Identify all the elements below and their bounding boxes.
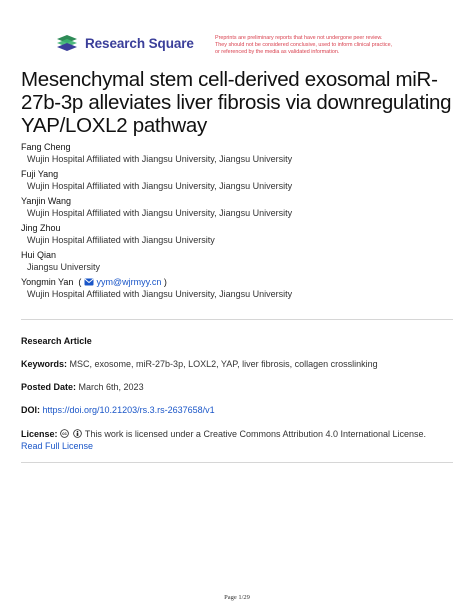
author-affiliation: Wujin Hospital Affiliated with Jiangsu University, Jiangsu University (27, 208, 293, 218)
author-list (21, 142, 461, 304)
read-full-license-link[interactable]: Read Full License (21, 441, 94, 451)
license (21, 428, 453, 452)
divider (21, 462, 453, 463)
author-entry (21, 277, 461, 300)
disclaimer-line: Preprints are preliminary reports that have not undergone peer review. (215, 35, 383, 41)
keywords (21, 358, 453, 370)
research-square-logo-icon (55, 34, 79, 52)
page-number: Page 1/29 (224, 594, 250, 601)
author-name-with-email (21, 277, 461, 288)
logo-text: Research Square (85, 35, 194, 51)
posted-date-label: Posted Date: (21, 382, 77, 392)
author-name: Yanjin Wang (21, 196, 72, 206)
email-close-paren: ) (163, 277, 167, 287)
doi-link[interactable]: https://doi.org/10.21203/rs.3.rs-2637658/v1 (42, 405, 215, 415)
svg-text:cc: cc (62, 431, 67, 437)
article-type-label: Research Article (21, 336, 92, 346)
article-type (21, 335, 453, 347)
license-label: License: (21, 429, 58, 439)
preprint-disclaimer (215, 35, 465, 56)
divider (21, 319, 453, 320)
cc-icon (60, 429, 69, 438)
author-entry (21, 250, 461, 273)
article-title: Mesenchymal stem cell-derived exosomal miR-27b-3p alleviates liver fibrosis via downregulating YAP/LOXL2 pathway (21, 68, 452, 137)
doi-label: DOI: (21, 405, 40, 415)
mail-icon (84, 278, 94, 286)
author-entry (21, 223, 461, 246)
author-entry (21, 169, 461, 192)
keywords-value: MSC, exosome, miR-27b-3p, LOXL2, YAP, liver fibrosis, collagen crosslinking (69, 359, 378, 369)
author-name: Yongmin Yan (21, 277, 74, 287)
doi (21, 404, 453, 416)
author-name: Fang Cheng (21, 142, 71, 152)
posted-date (21, 381, 453, 393)
author-email-link[interactable]: yym@wjrmyy.cn (96, 277, 162, 287)
license-text: This work is licensed under a Creative Commons Attribution 4.0 International License. (84, 429, 427, 439)
posted-date-value: March 6th, 2023 (78, 382, 144, 392)
author-affiliation: Wujin Hospital Affiliated with Jiangsu University (27, 235, 215, 245)
cc-by-icon (73, 429, 82, 438)
author-affiliation: Jiangsu University (27, 262, 101, 272)
header (55, 34, 455, 64)
author-entry (21, 196, 461, 219)
keywords-label: Keywords: (21, 359, 68, 369)
disclaimer-line: or referenced by the media as validated information. (215, 49, 340, 55)
author-affiliation: Wujin Hospital Affiliated with Jiangsu University, Jiangsu University (27, 289, 293, 299)
author-affiliation: Wujin Hospital Affiliated with Jiangsu University, Jiangsu University (27, 154, 293, 164)
author-name: Fuji Yang (21, 169, 59, 179)
author-entry (21, 142, 461, 165)
research-square-logo[interactable] (55, 34, 194, 52)
email-open-paren: ( (75, 277, 82, 287)
author-name: Jing Zhou (21, 223, 61, 233)
author-name: Hui Qian (21, 250, 57, 260)
disclaimer-line: They should not be considered conclusive, used to inform clinical practice, (215, 42, 393, 48)
author-affiliation: Wujin Hospital Affiliated with Jiangsu University, Jiangsu University (27, 181, 293, 191)
